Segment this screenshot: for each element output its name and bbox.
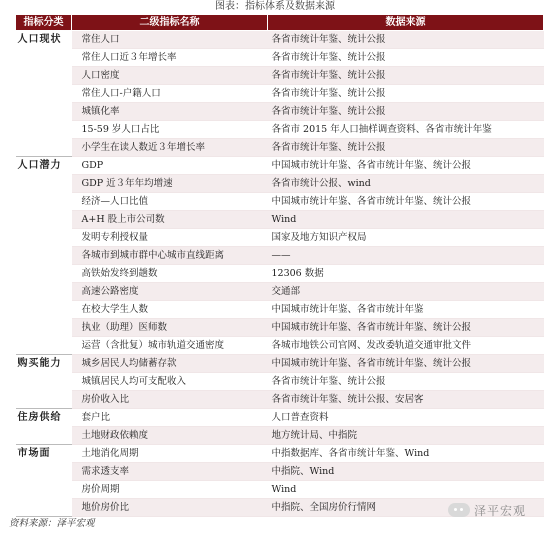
indicator-cell: 城镇化率 xyxy=(72,103,268,121)
figure-caption: 图表：指标体系及数据来源 xyxy=(215,1,335,12)
table-row xyxy=(16,373,544,391)
indicator-cell: 经济—人口比值 xyxy=(72,193,268,211)
table-row xyxy=(16,139,544,157)
table-row xyxy=(16,337,544,355)
indicator-cell: 房价收入比 xyxy=(72,391,268,409)
table-row xyxy=(16,445,544,463)
table-row xyxy=(16,211,544,229)
wechat-icon xyxy=(448,503,470,517)
indicator-cell: 高速公路密度 xyxy=(72,283,268,301)
table-row xyxy=(16,301,544,319)
source-cell: 中国城市统计年鉴、各省市统计年鉴、统计公报 xyxy=(268,157,544,175)
indicator-cell: GDP xyxy=(72,157,268,175)
table-row xyxy=(16,463,544,481)
source-cell: 各省市统计年鉴、统计公报 xyxy=(268,49,544,67)
header-source: 数据来源 xyxy=(268,15,544,31)
source-cell: Wind xyxy=(268,211,544,229)
source-cell: 各省市统计年鉴、统计公报 xyxy=(268,85,544,103)
indicator-cell: 小学生在读人数近３年增长率 xyxy=(72,139,268,157)
indicator-cell: 需求透支率 xyxy=(72,463,268,481)
watermark-text: 泽平宏观 xyxy=(474,503,527,518)
source-cell: 各省市统计年鉴、统计公报 xyxy=(268,67,544,85)
indicator-cell: 常住人口-户籍人口 xyxy=(72,85,268,103)
source-cell: 各省市统计年鉴、统计公报、安居客 xyxy=(268,391,544,409)
table-row xyxy=(16,121,544,139)
table-row xyxy=(16,193,544,211)
table-row xyxy=(16,355,544,373)
source-cell: 中指院、全国房价行情网 xyxy=(268,499,544,517)
table-row xyxy=(16,391,544,409)
table-row xyxy=(16,409,544,427)
table-row xyxy=(16,31,544,49)
source-cell: 各省市统计年鉴、统计公报 xyxy=(268,139,544,157)
source-cell: 各省市统计年鉴、统计公报 xyxy=(268,103,544,121)
category-cell: 市场面 xyxy=(16,445,72,517)
indicator-cell: 人口密度 xyxy=(72,67,268,85)
source-cell: —— xyxy=(268,247,544,265)
header-category: 指标分类 xyxy=(16,15,72,31)
table-row xyxy=(16,67,544,85)
table-row xyxy=(16,85,544,103)
table-row xyxy=(16,157,544,175)
source-cell: 交通部 xyxy=(268,283,544,301)
source-cell: 地方统计局、中指院 xyxy=(268,427,544,445)
source-cell: Wind xyxy=(268,481,544,499)
table-header-row xyxy=(16,15,544,31)
table-row xyxy=(16,229,544,247)
table-row xyxy=(16,481,544,499)
indicator-cell: 土地财政依赖度 xyxy=(72,427,268,445)
source-cell: 中国城市统计年鉴、各省市统计年鉴、统计公报 xyxy=(268,319,544,337)
category-cell: 住房供给 xyxy=(16,409,72,445)
indicator-cell: 运营（含批复）城市轨道交通密度 xyxy=(72,337,268,355)
source-cell: 12306 数据 xyxy=(268,265,544,283)
indicator-cell: A+H 股上市公司数 xyxy=(72,211,268,229)
source-cell: 各省市统计年鉴、统计公报 xyxy=(268,31,544,49)
source-cell: 中国城市统计年鉴、各省市统计年鉴、统计公报 xyxy=(268,193,544,211)
source-cell: 中国城市统计年鉴、各省市统计年鉴 xyxy=(268,301,544,319)
indicator-cell: 高铁始发终到趟数 xyxy=(72,265,268,283)
watermark xyxy=(448,500,526,520)
category-cell: 人口现状 xyxy=(16,31,72,157)
indicator-table xyxy=(15,14,544,517)
source-cell: 中指院、Wind xyxy=(268,463,544,481)
header-indicator: 二级指标名称 xyxy=(72,15,268,31)
category-cell: 购买能力 xyxy=(16,355,72,409)
source-cell: 各省市 2015 年人口抽样调查资料、各省市统计年鉴 xyxy=(268,121,544,139)
indicator-cell: 房价周期 xyxy=(72,481,268,499)
indicator-cell: 套户比 xyxy=(72,409,268,427)
table-row xyxy=(16,319,544,337)
indicator-cell: 城镇居民人均可支配收入 xyxy=(72,373,268,391)
source-cell: 国家及地方知识产权局 xyxy=(268,229,544,247)
indicator-cell: 各城市到城市群中心城市直线距离 xyxy=(72,247,268,265)
indicator-cell: 城乡居民人均储蓄存款 xyxy=(72,355,268,373)
source-cell: 各城市地铁公司官网、发改委轨道交通审批文件 xyxy=(268,337,544,355)
table-row xyxy=(16,265,544,283)
indicator-cell: 执业（助理）医师数 xyxy=(72,319,268,337)
indicator-cell: 15-59 岁人口占比 xyxy=(72,121,268,139)
indicator-cell: GDP 近３年年均增速 xyxy=(72,175,268,193)
table-row xyxy=(16,175,544,193)
source-cell: 各省市统计年鉴、统计公报 xyxy=(268,373,544,391)
category-cell: 人口潜力 xyxy=(16,157,72,355)
indicator-cell: 常住人口近３年增长率 xyxy=(72,49,268,67)
indicator-cell: 地价房价比 xyxy=(72,499,268,517)
source-cell: 中指数据库、各省市统计年鉴、Wind xyxy=(268,445,544,463)
source-cell: 人口普查资料 xyxy=(268,409,544,427)
table-row xyxy=(16,427,544,445)
indicator-cell: 在校大学生人数 xyxy=(72,301,268,319)
indicator-cell: 常住人口 xyxy=(72,31,268,49)
table-row xyxy=(16,49,544,67)
table-row xyxy=(16,103,544,121)
table-row xyxy=(16,283,544,301)
table-row xyxy=(16,247,544,265)
source-note: 资料来源：泽平宏观 xyxy=(9,518,95,529)
table-body xyxy=(16,31,544,517)
source-cell: 各省市统计公报、wind xyxy=(268,175,544,193)
indicator-cell: 土地消化周期 xyxy=(72,445,268,463)
source-cell: 中国城市统计年鉴、各省市统计年鉴、统计公报 xyxy=(268,355,544,373)
indicator-cell: 发明专利授权量 xyxy=(72,229,268,247)
